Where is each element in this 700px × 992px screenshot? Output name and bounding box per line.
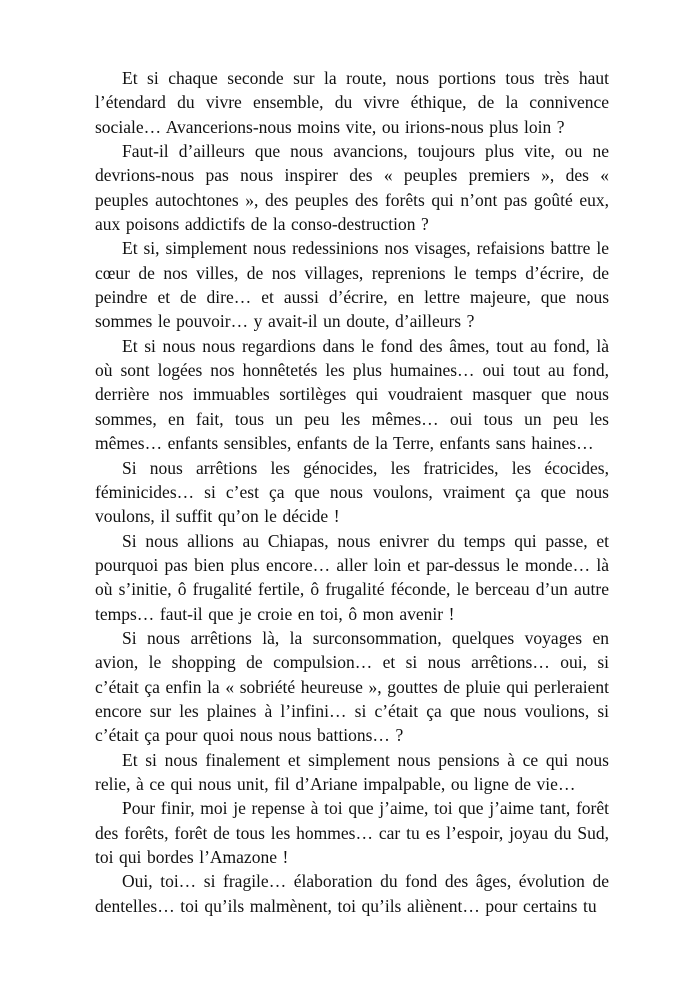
paragraph-3: Et si, simplement nous redessinions nos visages, refaisions battre le cœur de nos villes, de nos villages, reprenions le temps d’écrire, de peindre et de dire… et aussi d’écrire, en lettre majeure, que nous sommes le pouvoir… y avait-il un doute, d’ailleurs ? bbox=[95, 238, 609, 332]
paragraph-8: Et si nous finalement et simplement nous pensions à ce qui nous relie, à ce qui nous unit, fil d’Ariane impalpable, ou ligne de vie… bbox=[95, 749, 609, 794]
paragraph-5: Si nous arrêtions les génocides, les fratricides, les écocides, féminicides… si c’est ça que nous voulons, vraiment ça que nous voulons, il suffit qu’on le décide ! bbox=[95, 457, 609, 527]
paragraph-7: Si nous arrêtions là, la surconsommation, quelques voyages en avion, le shopping de compulsion… et si nous arrêtions… oui, si c’était ça enfin la « sobriété heureuse », gouttes de pluie qui perleraient encore sur les plaines à l’infini… si c’était ça que nous voulions, si c’était ça pour quoi nous nous battions… ? bbox=[95, 627, 609, 746]
paragraph-10: Oui, toi… si fragile… élaboration du fond des âges, évolution de dentelles… toi qu’ils malmènent, toi qu’ils aliènent… pour certains tu bbox=[95, 871, 609, 916]
paragraph-6: Si nous allions au Chiapas, nous enivrer du temps qui passe, et pourquoi pas bien plus encore… aller loin et par-dessus le monde… là où s’initie, ô frugalité fertile, ô frugalité féconde, le berceau d’un autre temps… faut-il que je croie en toi, ô mon avenir ! bbox=[95, 530, 609, 624]
paragraph-2: Faut-il d’ailleurs que nous avancions, toujours plus vite, ou ne devrions-nous pas nous inspirer des « peuples premiers », des « peuples autochtones », des peuples des forêts qui n’ont pas goûté eux, aux poisons addictifs de la conso-destruction ? bbox=[95, 141, 609, 235]
paragraph-1: Et si chaque seconde sur la route, nous portions tous très haut l’étendard du vivre ensemble, du vivre éthique, de la connivence sociale… Avancerions-nous moins vite, ou irions-nous plus loin ? bbox=[95, 68, 609, 137]
paragraph-4: Et si nous nous regardions dans le fond des âmes, tout au fond, là où sont logées nos honnêtetés les plus humaines… oui tout au fond, derrière nos immuables sortilèges qui voudraient masquer que nous sommes, en fait, tous un peu les mêmes… oui tous un peu les mêmes… enfants sensibles, enfants de la Terre, enfants sans haines… bbox=[95, 335, 609, 454]
paragraph-9: Pour finir, moi je repense à toi que j’aime, toi que j’aime tant, forêt des forêts, forêt de tous les hommes… car tu es l’espoir, joyau du Sud, toi qui bordes l’Amazone ! bbox=[95, 798, 609, 867]
